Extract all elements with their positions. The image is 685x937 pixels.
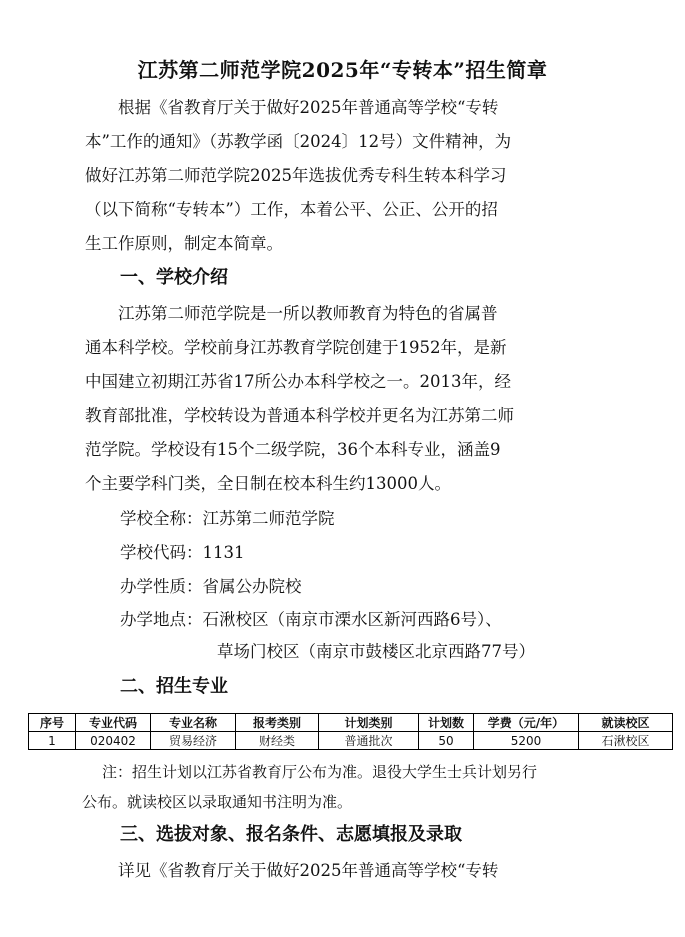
header-index: 序号 [29, 714, 76, 732]
intro-line: 做好江苏第二师范学院2025年选拔优秀专科生转本科学习 [85, 166, 507, 185]
header-tuition: 学费（元/年） [474, 714, 579, 732]
intro-line: 根据《省教育厅关于做好2025年普通高等学校“专转 [118, 98, 499, 117]
cell-index: 1 [29, 732, 76, 750]
school-intro-line: 中国建立初期江苏省17所公办本科学校之一。2013年，经 [85, 372, 511, 391]
school-intro-line: 个主要学科门类，全日制在校本科生约13000人。 [85, 474, 451, 493]
cell-campus: 石湫校区 [579, 732, 673, 750]
school-code: 学校代码：1131 [120, 543, 245, 562]
cell-plan-count: 50 [419, 732, 474, 750]
school-intro-line: 范学院。学校设有15个二级学院，36个本科专业，涵盖9 [85, 440, 501, 459]
header-major-code: 专业代码 [76, 714, 151, 732]
school-intro-line: 通本科学校。学校前身江苏教育学院创建于1952年，是新 [85, 338, 507, 357]
intro-line: 本”工作的通知》（苏教学函〔2024〕12号）文件精神，为 [85, 132, 512, 151]
school-location: 办学地点：石湫校区（南京市溧水区新河西路6号）、 [120, 610, 502, 629]
section-heading-admission: 三、选拔对象、报名条件、志愿填报及录取 [120, 824, 462, 845]
cell-major-code: 020402 [76, 732, 151, 750]
intro-line: 生工作原则，制定本简章。 [85, 234, 283, 253]
header-major-name: 专业名称 [151, 714, 236, 732]
intro-paragraph [85, 91, 605, 261]
admission-paragraph [85, 854, 605, 888]
header-plan-count: 计划数 [419, 714, 474, 732]
header-plan-category: 计划类别 [319, 714, 419, 732]
school-full-name: 学校全称：江苏第二师范学院 [120, 509, 335, 528]
section-heading-majors: 二、招生专业 [120, 676, 228, 697]
school-intro-line: 江苏第二师范学院是一所以教师教育为特色的省属普 [118, 304, 498, 323]
admission-line: 详见《省教育厅关于做好2025年普通高等学校“专转 [118, 861, 499, 880]
school-intro-paragraph [85, 297, 605, 501]
note-line: 公布。就读校区以录取通知书注明为准。 [82, 793, 353, 811]
note-line: 注：招生计划以江苏省教育厅公布为准。退役大学生士兵计划另行 [102, 763, 538, 781]
enrollment-note [82, 757, 605, 817]
majors-table [28, 713, 673, 750]
intro-line: （以下简称“专转本”）工作，本着公平、公正、公开的招 [85, 200, 498, 219]
header-campus: 就读校区 [579, 714, 673, 732]
table-row [29, 732, 673, 750]
cell-tuition: 5200 [474, 732, 579, 750]
page-title: 江苏第二师范学院2025年“专转本”招生简章 [137, 58, 548, 82]
cell-major-name: 贸易经济 [151, 732, 236, 750]
header-exam-category: 报考类别 [236, 714, 319, 732]
cell-plan-category: 普通批次 [319, 732, 419, 750]
section-heading-school: 一、学校介绍 [120, 267, 228, 288]
school-intro-line: 教育部批准，学校转设为普通本科学校并更名为江苏第二师 [85, 406, 514, 425]
school-location-second: 草场门校区（南京市鼓楼区北京西路77号） [217, 642, 535, 661]
school-nature: 办学性质：省属公办院校 [120, 577, 302, 596]
cell-exam-category: 财经类 [236, 732, 319, 750]
table-header-row [29, 714, 673, 732]
